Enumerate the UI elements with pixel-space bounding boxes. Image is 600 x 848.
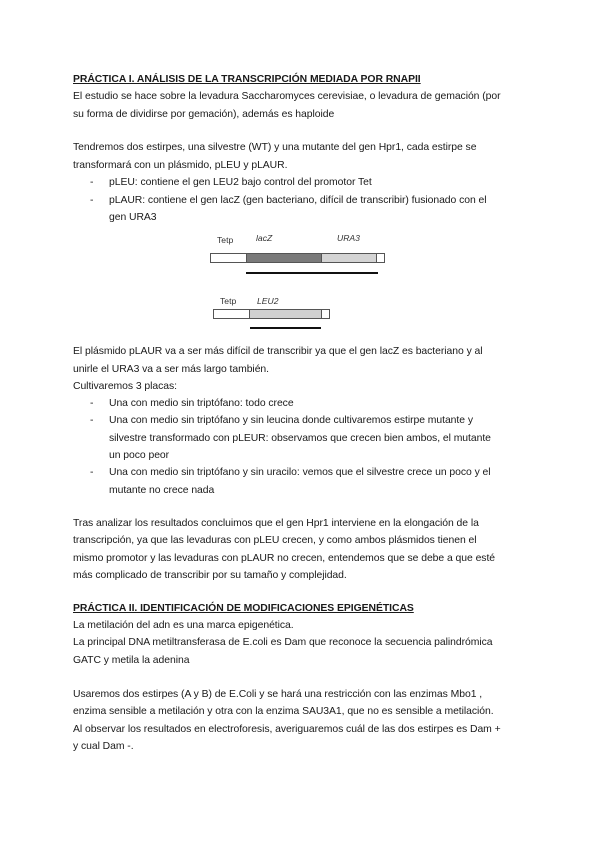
list-item-plasmid: pLAUR: contiene el gen lacZ (gen bacteriano, difícil de transcribir) fusionado con el	[109, 195, 487, 206]
paragraph-line: Usaremos dos estirpes (A y B) de E.Coli y se hará una restricción con las enzimas Mbo1 ,	[73, 689, 483, 700]
list-bullet: -	[90, 467, 94, 478]
terminator-segment-2	[321, 309, 330, 319]
lacz-segment	[246, 253, 322, 263]
list-bullet: -	[90, 398, 94, 409]
paragraph-line: su forma de dividirse por gemación), además es haploide	[73, 109, 335, 120]
paragraph-line: más complicado de transcribir por su tamaño y complejidad.	[73, 570, 347, 581]
paragraph-line: transformará con un plásmido, pLEU y pLAUR.	[73, 160, 288, 171]
list-bullet: -	[90, 415, 94, 426]
paragraph-line: Tras analizar los resultados concluimos que el gen Hpr1 interviene en la elongación de la	[73, 518, 479, 529]
transcript-line-2	[250, 327, 321, 329]
paragraph-line: enzima sensible a metilación y otra con la enzima SAU3A1, que no es sensible a metilación.	[73, 706, 494, 717]
label-lacz: lacZ	[256, 233, 273, 243]
label-leu2: LEU2	[257, 296, 279, 306]
paragraph-line: unirle el URA3 va a ser más largo también.	[73, 364, 269, 375]
list-item-plate-cont: un poco peor	[109, 450, 170, 461]
leu2-segment	[249, 309, 322, 319]
paragraph-line: GATC y metila la adenina	[73, 655, 190, 666]
list-item-plate: Una con medio sin triptófano y sin leucina donde cultivaremos estirpe mutante y	[109, 415, 473, 426]
list-item-plate-cont: silvestre transformado con pLEUR: observamos que crecen bien ambos, el mutante	[109, 433, 491, 444]
list-item-plasmid-cont: gen URA3	[109, 212, 157, 223]
list-item-plate: Una con medio sin triptófano y sin uracilo: vemos que el silvestre crece un poco y el	[109, 467, 491, 478]
tetp-segment-2	[213, 309, 250, 319]
label-ura3: URA3	[337, 233, 360, 243]
paragraph-line: Cultivaremos 3 placas:	[73, 381, 178, 392]
paragraph-line: La metilación del adn es una marca epigenética.	[73, 620, 294, 631]
tetp-segment-1	[210, 253, 247, 263]
paragraph-line: La principal DNA metiltransferasa de E.coli es Dam que reconoce la secuencia palindrómica	[73, 637, 493, 648]
section-heading-practica-2: PRÁCTICA II. IDENTIFICACIÓN DE MODIFICACIONES EPIGENÉTICAS	[73, 603, 414, 614]
paragraph-line: El plásmido pLAUR va a ser más difícil de transcribir ya que el gen lacZ es bacteriano y al	[73, 346, 483, 357]
paragraph-line: mismo promotor y las levaduras con pLAUR no crecen, entendemos que se debe a que esté	[73, 553, 496, 564]
paragraph-line: Al observar los resultados en electroforesis, averiguaremos cuál de las dos estirpes es Dam +	[73, 724, 501, 735]
paragraph-line: Tendremos dos estirpes, una silvestre (WT) y una mutante del gen Hpr1, cada estirpe se	[73, 142, 477, 153]
transcript-line-1	[246, 272, 378, 274]
label-tetp-2: Tetp	[220, 296, 237, 306]
list-bullet: -	[90, 177, 94, 188]
paragraph-line: y cual Dam -.	[73, 741, 134, 752]
label-tetp-1: Tetp	[217, 235, 234, 245]
ura3-segment	[321, 253, 377, 263]
list-item-plasmid: pLEU: contiene el gen LEU2 bajo control del promotor Tet	[109, 177, 372, 188]
paragraph-line: transcripción, ya que las levaduras con pLEU crecen, y como ambos plásmidos tienen el	[73, 535, 477, 546]
paragraph-line: El estudio se hace sobre la levadura Saccharomyces cerevisiae, o levadura de gemación (por	[73, 91, 501, 102]
section-heading-practica-1: PRÁCTICA I. ANÁLISIS DE LA TRANSCRIPCIÓN MEDIADA POR RNAPII	[73, 74, 421, 85]
list-item-plate-cont: mutante no crece nada	[109, 485, 215, 496]
list-item-plate: Una con medio sin triptófano: todo crece	[109, 398, 294, 409]
terminator-segment-1	[376, 253, 385, 263]
list-bullet: -	[90, 195, 94, 206]
